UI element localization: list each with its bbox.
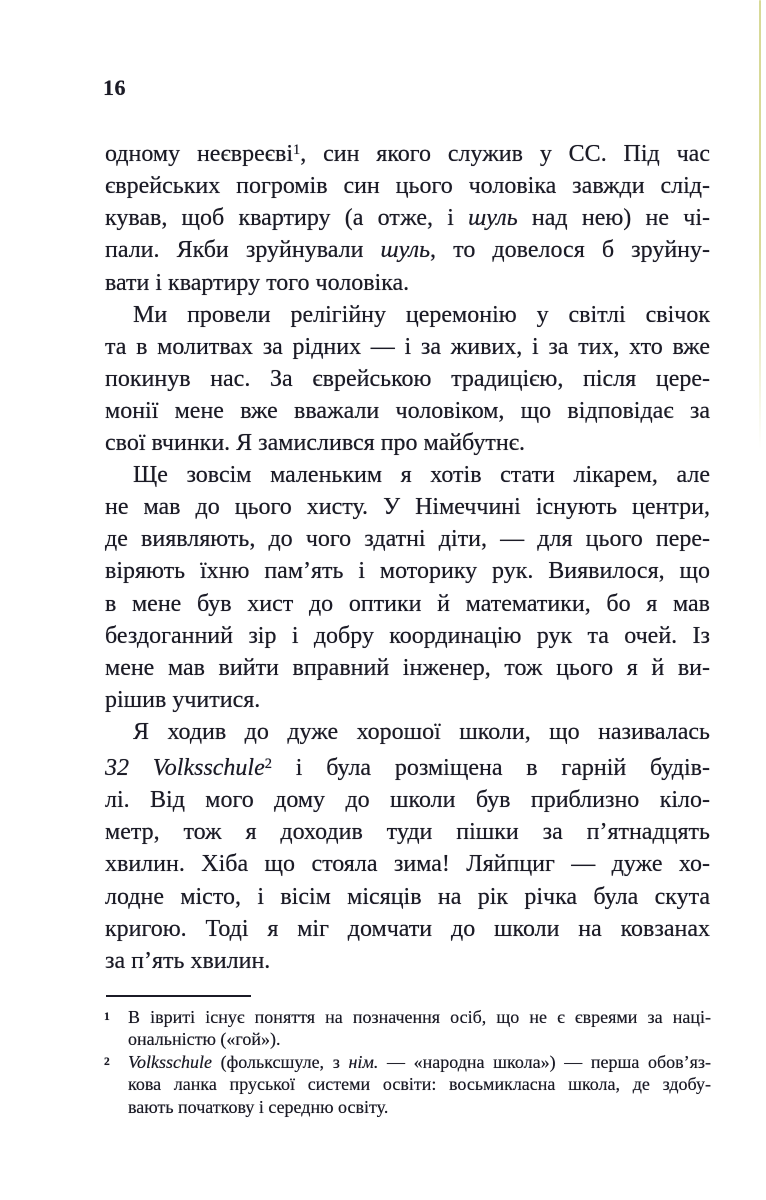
body-text <box>105 134 710 977</box>
text-segment: Ще зовсім маленьким я хотів стати лікарем, але <box>133 462 710 489</box>
text-line <box>128 1051 711 1073</box>
text-segment: (фольксшуле, з <box>211 1051 349 1072</box>
paragraph <box>105 459 710 716</box>
text-line <box>105 491 710 523</box>
text-line <box>105 331 710 363</box>
text-segment: не мав до цього хисту. У Німеччині існують центри, <box>105 494 710 521</box>
text-line <box>105 684 710 716</box>
text-segment: , син якого служив у СС. Під час <box>300 141 710 168</box>
text-segment: в мене був хист до оптики й математики, бо я мав <box>105 590 710 617</box>
text-line <box>105 234 710 266</box>
text-line <box>105 523 710 555</box>
paragraph <box>105 716 710 977</box>
text-segment: рішив учитися. <box>105 686 261 713</box>
text-line <box>105 784 710 816</box>
text-segment: покинув нас. За єврейською традицією, після цере- <box>105 365 710 392</box>
italic-text: Volksschule <box>128 1051 212 1072</box>
text-segment: над нею) не чі- <box>517 205 710 232</box>
text-segment: метр, тож я доходив туди пішки за п’ятнадцять <box>105 819 710 846</box>
text-line <box>128 1096 711 1118</box>
text-line <box>105 202 710 234</box>
footnote-text <box>128 1006 711 1051</box>
footnote <box>105 1051 711 1118</box>
text-segment: кригою. Тоді я міг домчати до школи на ковзанах <box>105 915 710 942</box>
text-segment: — «народна школа») — перша обов’яз- <box>378 1051 711 1072</box>
text-line <box>105 459 710 491</box>
text-segment: за п’ять хвилин. <box>105 947 271 974</box>
text-line <box>105 267 710 299</box>
text-segment: В івриті існує поняття на позначення осіб, що не є євреями за наці- <box>128 1007 711 1027</box>
text-segment: вати і квартиру того чоловіка. <box>105 269 410 296</box>
text-line <box>105 913 710 945</box>
footnote-reference: 2 <box>264 755 272 772</box>
text-line <box>105 134 710 170</box>
text-segment: хвилин. Хіба що стояла зима! Ляйпциг — дуже хо- <box>105 851 710 878</box>
text-segment: Я ходив до дуже хорошої школи, що називалась <box>133 718 710 745</box>
italic-text: 32 Volksschule <box>105 755 265 782</box>
text-line <box>105 620 710 652</box>
italic-text: шуль <box>380 237 431 264</box>
text-segment: та в молитвах за рідних — і за живих, і за тих, хто вже <box>105 333 710 360</box>
text-line <box>105 816 710 848</box>
footnotes <box>105 1006 711 1118</box>
text-segment: свої вчинки. Я замислився про майбутнє. <box>105 430 525 457</box>
text-segment: мене мав вийти вправний інженер, тож цього я й ви- <box>105 654 710 681</box>
text-line <box>105 170 710 202</box>
text-segment: віряють їхню пам’ять і моторику рук. Виявилося, що <box>105 558 710 585</box>
footnote <box>105 1006 711 1051</box>
text-line <box>105 395 710 427</box>
paragraph <box>105 299 710 459</box>
text-line <box>105 848 710 880</box>
text-segment: бездоганний зір і добру координацію рук та очей. Із <box>105 622 710 649</box>
text-line <box>105 363 710 395</box>
footnote-marker: 1 <box>104 1011 110 1023</box>
text-segment: пали. Якби зруйнували <box>105 237 381 264</box>
footnote-reference: 1 <box>293 142 301 158</box>
text-segment: , то довелося б зруйну- <box>430 237 711 264</box>
page-number: 16 <box>103 75 126 100</box>
text-line <box>105 299 710 331</box>
text-segment: єврейських погромів син цього чоловіка завжди слід- <box>105 173 710 200</box>
scan-edge-line <box>759 0 761 450</box>
footnote-marker: 2 <box>104 1055 110 1068</box>
text-segment: лі. Від мого дому до школи був приблизно кіло- <box>105 787 710 814</box>
text-segment: лодне місто, і вісім місяців на рік річка була скута <box>105 883 710 910</box>
text-line <box>105 945 710 977</box>
text-line <box>105 881 710 913</box>
text-line <box>105 748 710 784</box>
text-line <box>128 1006 711 1028</box>
text-line <box>105 427 710 459</box>
text-line <box>105 652 710 684</box>
text-line <box>128 1028 711 1050</box>
text-line <box>128 1073 711 1095</box>
text-segment: де виявляють, до чого здатні діти, — для цього пере- <box>105 526 710 553</box>
text-segment: Ми провели релігійну церемонію у світлі свічок <box>133 301 710 328</box>
italic-text: шуль <box>468 205 518 232</box>
text-line <box>105 716 710 748</box>
text-segment: одному неєвреєві <box>105 141 294 168</box>
footnote-separator <box>106 995 251 997</box>
paragraph <box>105 134 710 299</box>
text-segment: і була розміщена в гарній будів- <box>271 755 710 782</box>
italic-text: нім. <box>348 1051 379 1072</box>
text-segment: монії мене вже вважали чоловіком, що відповідає за <box>105 397 710 424</box>
text-segment: вають початкову і середню освіту. <box>128 1096 389 1117</box>
footnote-text <box>128 1051 711 1118</box>
text-segment: ональністю («гой»). <box>128 1029 281 1050</box>
text-segment: кова ланка пруської системи освіти: восьмикласна школа, де здобу- <box>128 1074 711 1095</box>
text-segment: кував, щоб квартиру (а отже, і <box>105 205 469 232</box>
text-line <box>105 588 710 620</box>
text-line <box>105 555 710 587</box>
